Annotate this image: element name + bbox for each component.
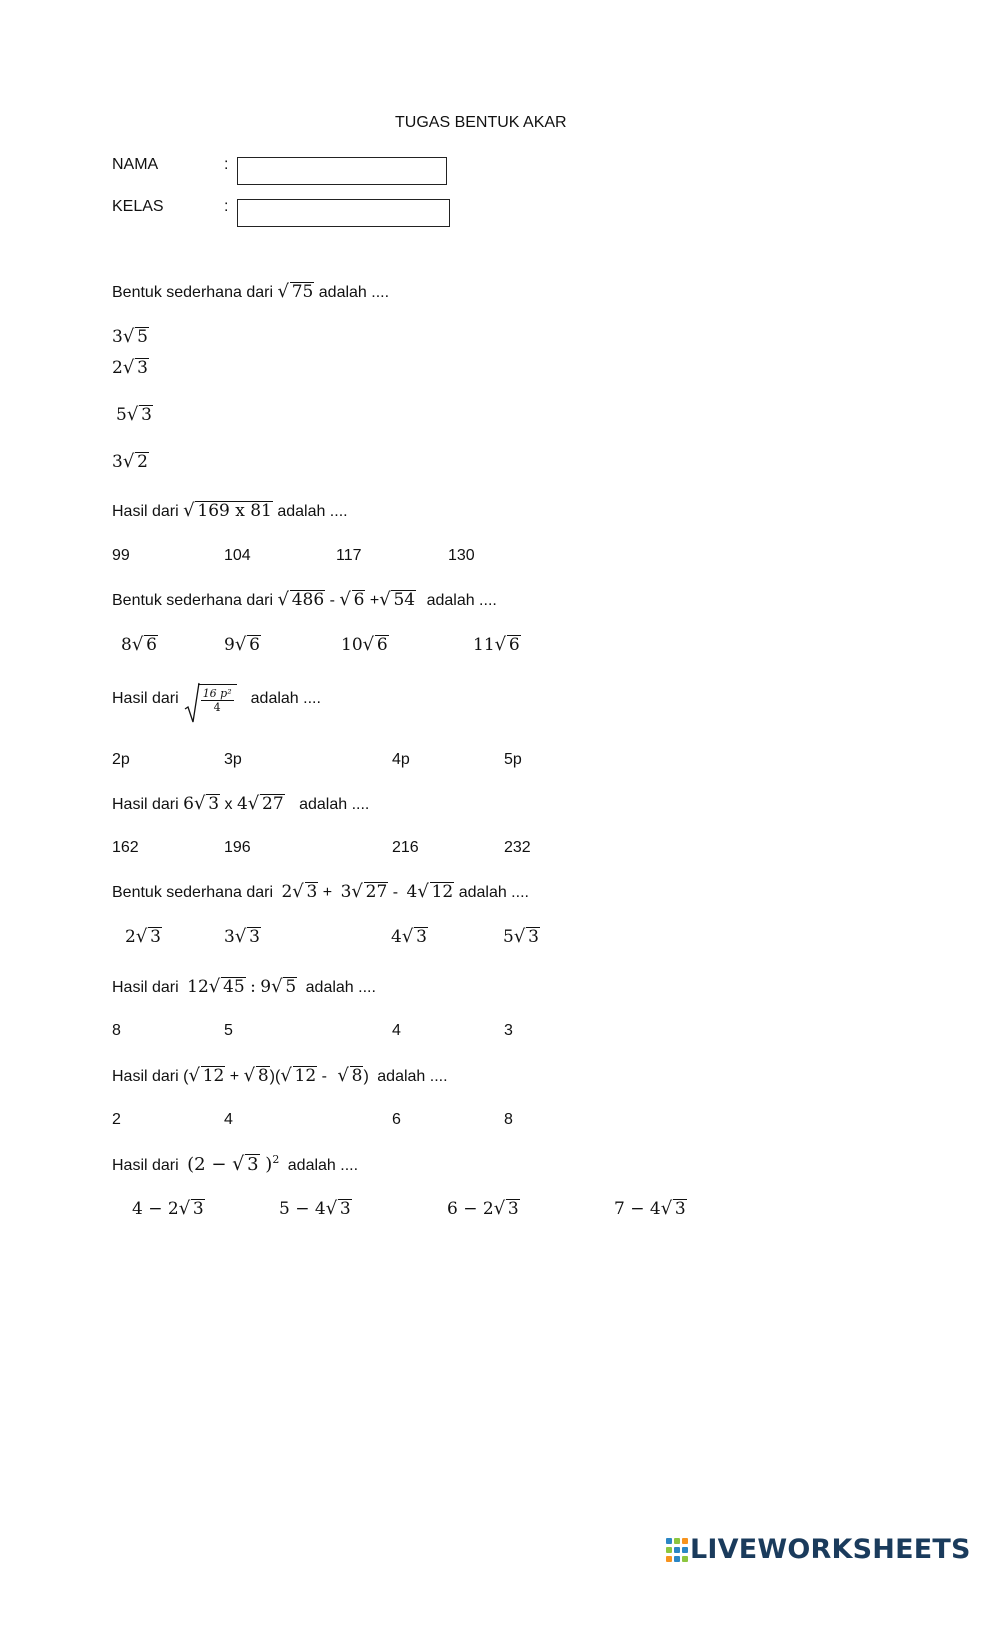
page-title: TUGAS BENTUK AKAR — [395, 114, 567, 131]
q2-prefix: Hasil dari — [112, 503, 179, 520]
q3-radical-c: √ 54 — [379, 590, 416, 611]
q2-radical: √ 169 x 81 — [183, 501, 273, 522]
q4-prefix: Hasil dari — [112, 690, 179, 708]
q3-option-c[interactable]: 10√ 6 — [341, 635, 389, 656]
q6-op1: + — [322, 884, 333, 901]
q7-op: : — [250, 977, 256, 997]
q5-option-c[interactable]: 216 — [392, 839, 419, 856]
q8-op1: + — [229, 1068, 240, 1085]
q9-option-c[interactable]: 6 − 2√ 3 — [447, 1199, 520, 1220]
q8-radical-a: √ 12 — [188, 1066, 225, 1087]
q5-option-d[interactable]: 232 — [504, 839, 531, 856]
q3-radical-a: √ 486 — [277, 590, 325, 611]
q2-option-c[interactable]: 117 — [336, 547, 362, 564]
q4-suffix: adalah .... — [250, 690, 321, 708]
q9-expression: (2 − √ 3 )$^2$ — [187, 1154, 279, 1175]
q7-term-b: 9√ 5 — [260, 977, 297, 997]
q4-radical: $\frac{\text{16 p²}}{4}$ — [184, 684, 237, 714]
q8-option-c[interactable]: 6 — [392, 1111, 401, 1128]
q1-suffix: adalah .... — [318, 284, 390, 301]
q9-option-d[interactable]: 7 − 4√ 3 — [614, 1199, 687, 1220]
kelas-label: KELAS — [112, 198, 164, 215]
nama-input[interactable] — [237, 157, 447, 185]
q1-prefix: Bentuk sederhana dari — [112, 284, 273, 301]
q6-option-d[interactable]: 5√ 3 — [503, 927, 540, 948]
q2-option-a[interactable]: 99 — [112, 547, 130, 564]
q3-option-a[interactable]: 8√ 6 — [121, 635, 158, 656]
q1-option-d[interactable]: 3√ 2 — [112, 452, 149, 473]
q8-radical-c: √ 12 — [280, 1066, 317, 1087]
q6-prefix: Bentuk sederhana dari — [112, 884, 273, 901]
liveworksheets-brand: LIVEWORKSHEETS — [690, 1534, 971, 1565]
question-2 — [112, 501, 348, 522]
q6-option-a[interactable]: 2√ 3 — [125, 927, 162, 948]
q6-term-c: 4√ 12 — [407, 882, 455, 902]
q5-term-a: 6√ 3 — [183, 794, 220, 814]
q8-radical-b: √ 8 — [244, 1066, 270, 1087]
q1-option-b[interactable]: 2√ 3 — [112, 358, 149, 379]
q9-option-b[interactable]: 5 − 4√ 3 — [279, 1199, 352, 1220]
q4-option-a[interactable]: 2p — [112, 751, 130, 768]
question-5 — [112, 794, 369, 815]
q3-radical-b: √ 6 — [339, 590, 365, 611]
q2-option-d[interactable]: 130 — [448, 547, 475, 564]
q8-suffix: adalah .... — [377, 1068, 448, 1085]
q3-option-b[interactable]: 9√ 6 — [224, 635, 261, 656]
q7-option-d[interactable]: 3 — [504, 1022, 513, 1039]
question-1 — [112, 282, 389, 303]
q7-term-a: 12√ 45 — [187, 977, 246, 997]
q6-term-a: 2√ 3 — [281, 882, 318, 902]
q6-term-b: 3√ 27 — [341, 882, 389, 902]
q8-option-d[interactable]: 8 — [504, 1111, 513, 1128]
q8-mid: )( — [269, 1068, 281, 1085]
q8-op2: - — [321, 1068, 327, 1085]
question-8 — [112, 1066, 448, 1087]
q8-radical-d: √ 8 — [337, 1066, 363, 1087]
q6-option-b[interactable]: 3√ 3 — [224, 927, 261, 948]
liveworksheets-logo — [666, 1534, 971, 1565]
q9-suffix: adalah .... — [287, 1157, 359, 1174]
q8-option-b[interactable]: 4 — [224, 1111, 233, 1128]
q9-prefix: Hasil dari — [112, 1157, 179, 1174]
question-3 — [112, 590, 497, 611]
q9-option-a[interactable]: 4 − 2√ 3 — [132, 1199, 205, 1220]
q8-close: ) — [363, 1068, 369, 1085]
q3-op2: + — [369, 592, 380, 609]
q7-prefix: Hasil dari — [112, 979, 179, 996]
kelas-colon: : — [224, 198, 229, 215]
q5-option-b[interactable]: 196 — [224, 839, 251, 856]
q1-option-c[interactable]: 5√ 3 — [116, 405, 153, 426]
q4-option-b[interactable]: 3p — [224, 751, 242, 768]
q6-option-c[interactable]: 4√ 3 — [391, 927, 428, 948]
question-9 — [112, 1153, 358, 1176]
question-7 — [112, 977, 376, 998]
question-6 — [112, 882, 529, 903]
q8-prefix: Hasil dari ( — [112, 1068, 189, 1085]
q6-op2: - — [392, 884, 399, 901]
q3-prefix: Bentuk sederhana dari — [112, 592, 273, 609]
q1-option-a[interactable]: 3√ 5 — [112, 327, 149, 348]
q2-suffix: adalah .... — [277, 503, 348, 520]
q5-option-a[interactable]: 162 — [112, 839, 139, 856]
kelas-input[interactable] — [237, 199, 450, 227]
q6-suffix: adalah .... — [458, 884, 529, 901]
q4-option-c[interactable]: 4p — [392, 751, 410, 768]
liveworksheets-grid-icon — [666, 1538, 688, 1562]
q1-radical: √ 75 — [277, 282, 314, 303]
q5-suffix: adalah .... — [299, 796, 370, 813]
q7-suffix: adalah .... — [305, 979, 376, 996]
q7-option-a[interactable]: 8 — [112, 1022, 121, 1039]
q5-op: x — [224, 796, 233, 813]
nama-label: NAMA — [112, 156, 159, 173]
question-4 — [112, 684, 321, 714]
nama-colon: : — [224, 156, 229, 173]
q3-suffix: adalah .... — [426, 592, 497, 609]
q5-term-b: 4√ 27 — [237, 794, 285, 814]
q2-option-b[interactable]: 104 — [224, 547, 251, 564]
q7-option-b[interactable]: 5 — [224, 1022, 233, 1039]
q7-option-c[interactable]: 4 — [392, 1022, 401, 1039]
q4-option-d[interactable]: 5p — [504, 751, 522, 768]
q5-prefix: Hasil dari — [112, 796, 179, 813]
q8-option-a[interactable]: 2 — [112, 1111, 121, 1128]
q3-op1: - — [329, 592, 335, 609]
q3-option-d[interactable]: 11√ 6 — [473, 635, 521, 656]
